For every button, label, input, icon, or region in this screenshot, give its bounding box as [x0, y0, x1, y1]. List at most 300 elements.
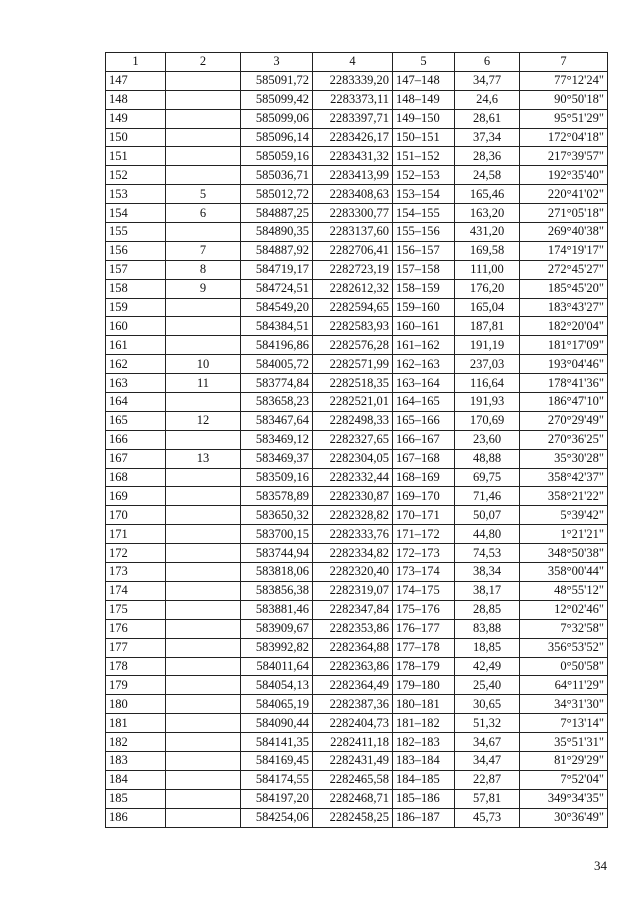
- table-row: [106, 751, 608, 770]
- cell-turn-point: 5: [166, 185, 241, 204]
- cell-bearing: 172°04'18": [520, 128, 608, 147]
- table-row: [106, 71, 608, 90]
- table-row: [106, 714, 608, 733]
- cell-coord-x: 585036,71: [241, 166, 313, 185]
- cell-turn-point: [166, 393, 241, 412]
- cell-point-number: 149: [106, 109, 166, 128]
- cell-coord-x: 583818,06: [241, 563, 313, 582]
- cell-bearing: 35°30'28": [520, 449, 608, 468]
- cell-turn-point: 9: [166, 279, 241, 298]
- cell-coord-x: 583469,12: [241, 430, 313, 449]
- header-col-1: 1: [106, 53, 166, 72]
- table-row: [106, 619, 608, 638]
- coordinates-table: [105, 52, 608, 828]
- cell-coord-y: 2282364,49: [313, 676, 393, 695]
- header-row: [106, 53, 608, 72]
- cell-coord-x: 585012,72: [241, 185, 313, 204]
- cell-bearing: 34°31'30": [520, 695, 608, 714]
- header-col-6: 6: [455, 53, 520, 72]
- cell-point-number: 183: [106, 751, 166, 770]
- cell-coord-y: 2282521,01: [313, 393, 393, 412]
- cell-turn-point: 12: [166, 411, 241, 430]
- table-row: [106, 449, 608, 468]
- cell-coord-x: 585096,14: [241, 128, 313, 147]
- cell-coord-x: 584011,64: [241, 657, 313, 676]
- cell-bearing: 192°35'40": [520, 166, 608, 185]
- cell-coord-y: 2282465,58: [313, 770, 393, 789]
- cell-coord-x: 584196,86: [241, 336, 313, 355]
- cell-coord-x: 584887,25: [241, 204, 313, 223]
- cell-segment: 158–159: [393, 279, 455, 298]
- cell-coord-y: 2282518,35: [313, 374, 393, 393]
- cell-point-number: 150: [106, 128, 166, 147]
- cell-coord-x: 584169,45: [241, 751, 313, 770]
- cell-segment: 150–151: [393, 128, 455, 147]
- cell-turn-point: [166, 90, 241, 109]
- cell-turn-point: [166, 789, 241, 808]
- cell-point-number: 174: [106, 581, 166, 600]
- cell-distance: 116,64: [455, 374, 520, 393]
- cell-segment: 171–172: [393, 525, 455, 544]
- table-row: [106, 770, 608, 789]
- cell-segment: 180–181: [393, 695, 455, 714]
- table-row: [106, 109, 608, 128]
- table-row: [106, 581, 608, 600]
- cell-bearing: 64°11'29": [520, 676, 608, 695]
- cell-turn-point: [166, 430, 241, 449]
- cell-coord-y: 2282431,49: [313, 751, 393, 770]
- cell-coord-y: 2283413,99: [313, 166, 393, 185]
- cell-turn-point: [166, 714, 241, 733]
- cell-coord-y: 2282334,82: [313, 544, 393, 563]
- cell-distance: 38,34: [455, 563, 520, 582]
- cell-segment: 162–163: [393, 355, 455, 374]
- cell-coord-x: 584174,55: [241, 770, 313, 789]
- cell-turn-point: [166, 638, 241, 657]
- cell-bearing: 270°29'49": [520, 411, 608, 430]
- cell-segment: 172–173: [393, 544, 455, 563]
- cell-point-number: 182: [106, 733, 166, 752]
- cell-bearing: 0°50'58": [520, 657, 608, 676]
- cell-segment: 170–171: [393, 506, 455, 525]
- cell-coord-y: 2283300,77: [313, 204, 393, 223]
- cell-point-number: 161: [106, 336, 166, 355]
- cell-turn-point: [166, 336, 241, 355]
- table-row: [106, 336, 608, 355]
- table-row: [106, 506, 608, 525]
- cell-point-number: 167: [106, 449, 166, 468]
- cell-segment: 157–158: [393, 260, 455, 279]
- cell-distance: 431,20: [455, 223, 520, 242]
- cell-bearing: 183°43'27": [520, 298, 608, 317]
- header-col-3: 3: [241, 53, 313, 72]
- cell-bearing: 48°55'12": [520, 581, 608, 600]
- cell-distance: 165,46: [455, 185, 520, 204]
- table-row: [106, 695, 608, 714]
- cell-segment: 151–152: [393, 147, 455, 166]
- table-row: [106, 430, 608, 449]
- cell-bearing: 81°29'29": [520, 751, 608, 770]
- cell-coord-y: 2282304,05: [313, 449, 393, 468]
- cell-turn-point: [166, 563, 241, 582]
- cell-segment: 176–177: [393, 619, 455, 638]
- cell-point-number: 147: [106, 71, 166, 90]
- cell-bearing: 220°41'02": [520, 185, 608, 204]
- cell-bearing: 217°39'57": [520, 147, 608, 166]
- cell-distance: 169,58: [455, 241, 520, 260]
- cell-distance: 28,36: [455, 147, 520, 166]
- cell-segment: 156–157: [393, 241, 455, 260]
- cell-distance: 44,80: [455, 525, 520, 544]
- table-row: [106, 525, 608, 544]
- cell-bearing: 174°19'17": [520, 241, 608, 260]
- cell-coord-y: 2282571,99: [313, 355, 393, 374]
- cell-bearing: 181°17'09": [520, 336, 608, 355]
- cell-segment: 183–184: [393, 751, 455, 770]
- page-number: 34: [594, 858, 607, 873]
- cell-coord-y: 2282594,65: [313, 298, 393, 317]
- cell-coord-x: 583744,94: [241, 544, 313, 563]
- cell-segment: 181–182: [393, 714, 455, 733]
- table-row: [106, 317, 608, 336]
- cell-distance: 34,77: [455, 71, 520, 90]
- cell-turn-point: [166, 770, 241, 789]
- cell-turn-point: 8: [166, 260, 241, 279]
- cell-coord-x: 583856,38: [241, 581, 313, 600]
- table-row: [106, 128, 608, 147]
- cell-point-number: 162: [106, 355, 166, 374]
- cell-coord-x: 584005,72: [241, 355, 313, 374]
- table-row: [106, 600, 608, 619]
- cell-distance: 28,85: [455, 600, 520, 619]
- cell-point-number: 155: [106, 223, 166, 242]
- cell-coord-y: 2282583,93: [313, 317, 393, 336]
- cell-coord-x: 584254,06: [241, 808, 313, 827]
- cell-coord-x: 584141,35: [241, 733, 313, 752]
- cell-point-number: 181: [106, 714, 166, 733]
- cell-distance: 237,03: [455, 355, 520, 374]
- header-col-7: 7: [520, 53, 608, 72]
- cell-distance: 165,04: [455, 298, 520, 317]
- cell-distance: 25,40: [455, 676, 520, 695]
- cell-turn-point: [166, 147, 241, 166]
- cell-point-number: 172: [106, 544, 166, 563]
- table-row: [106, 223, 608, 242]
- cell-distance: 18,85: [455, 638, 520, 657]
- table-row: [106, 411, 608, 430]
- cell-coord-x: 583658,23: [241, 393, 313, 412]
- cell-bearing: 272°45'27": [520, 260, 608, 279]
- cell-bearing: 182°20'04": [520, 317, 608, 336]
- table-row: [106, 657, 608, 676]
- cell-point-number: 164: [106, 393, 166, 412]
- cell-distance: 71,46: [455, 487, 520, 506]
- cell-point-number: 153: [106, 185, 166, 204]
- table-row: [106, 733, 608, 752]
- table-row: [106, 563, 608, 582]
- cell-turn-point: [166, 676, 241, 695]
- cell-coord-y: 2282458,25: [313, 808, 393, 827]
- table-row: [106, 355, 608, 374]
- cell-segment: 185–186: [393, 789, 455, 808]
- cell-point-number: 179: [106, 676, 166, 695]
- table-row: [106, 638, 608, 657]
- cell-distance: 50,07: [455, 506, 520, 525]
- cell-coord-x: 583881,46: [241, 600, 313, 619]
- cell-coord-x: 584090,44: [241, 714, 313, 733]
- cell-distance: 22,87: [455, 770, 520, 789]
- cell-point-number: 166: [106, 430, 166, 449]
- cell-coord-y: 2282364,88: [313, 638, 393, 657]
- cell-coord-y: 2282498,33: [313, 411, 393, 430]
- cell-point-number: 154: [106, 204, 166, 223]
- table-row: [106, 204, 608, 223]
- cell-segment: 164–165: [393, 393, 455, 412]
- cell-segment: 165–166: [393, 411, 455, 430]
- cell-turn-point: 7: [166, 241, 241, 260]
- cell-turn-point: [166, 71, 241, 90]
- table-row: [106, 241, 608, 260]
- cell-turn-point: [166, 317, 241, 336]
- cell-point-number: 152: [106, 166, 166, 185]
- cell-turn-point: [166, 808, 241, 827]
- cell-coord-x: 583992,82: [241, 638, 313, 657]
- cell-bearing: 270°36'25": [520, 430, 608, 449]
- cell-distance: 176,20: [455, 279, 520, 298]
- cell-distance: 42,49: [455, 657, 520, 676]
- cell-point-number: 168: [106, 468, 166, 487]
- cell-coord-y: 2283339,20: [313, 71, 393, 90]
- cell-coord-y: 2282411,18: [313, 733, 393, 752]
- cell-turn-point: 13: [166, 449, 241, 468]
- cell-turn-point: [166, 751, 241, 770]
- table-row: [106, 90, 608, 109]
- cell-coord-y: 2282363,86: [313, 657, 393, 676]
- cell-coord-y: 2282387,36: [313, 695, 393, 714]
- table-row: [106, 468, 608, 487]
- cell-bearing: 185°45'20": [520, 279, 608, 298]
- cell-coord-x: 583650,32: [241, 506, 313, 525]
- cell-turn-point: [166, 109, 241, 128]
- cell-distance: 83,88: [455, 619, 520, 638]
- cell-bearing: 356°53'52": [520, 638, 608, 657]
- cell-bearing: 358°00'44": [520, 563, 608, 582]
- cell-coord-y: 2282320,40: [313, 563, 393, 582]
- cell-bearing: 7°13'14": [520, 714, 608, 733]
- cell-bearing: 349°34'35": [520, 789, 608, 808]
- cell-bearing: 358°21'22": [520, 487, 608, 506]
- cell-turn-point: [166, 657, 241, 676]
- cell-coord-x: 585099,06: [241, 109, 313, 128]
- cell-bearing: 186°47'10": [520, 393, 608, 412]
- cell-coord-y: 2282612,32: [313, 279, 393, 298]
- cell-segment: 160–161: [393, 317, 455, 336]
- cell-turn-point: 11: [166, 374, 241, 393]
- cell-coord-y: 2283397,71: [313, 109, 393, 128]
- cell-coord-y: 2282347,84: [313, 600, 393, 619]
- cell-bearing: 358°42'37": [520, 468, 608, 487]
- cell-coord-y: 2282723,19: [313, 260, 393, 279]
- cell-segment: 159–160: [393, 298, 455, 317]
- cell-point-number: 175: [106, 600, 166, 619]
- table-row: [106, 789, 608, 808]
- cell-turn-point: [166, 506, 241, 525]
- cell-bearing: 90°50'18": [520, 90, 608, 109]
- cell-coord-y: 2282706,41: [313, 241, 393, 260]
- cell-distance: 24,58: [455, 166, 520, 185]
- header-col-4: 4: [313, 53, 393, 72]
- cell-turn-point: [166, 468, 241, 487]
- cell-coord-x: 584724,51: [241, 279, 313, 298]
- cell-distance: 74,53: [455, 544, 520, 563]
- cell-coord-x: 584719,17: [241, 260, 313, 279]
- cell-coord-x: 585059,16: [241, 147, 313, 166]
- cell-coord-y: 2282330,87: [313, 487, 393, 506]
- cell-coord-y: 2283373,11: [313, 90, 393, 109]
- cell-segment: 155–156: [393, 223, 455, 242]
- table-row: [106, 487, 608, 506]
- cell-segment: 166–167: [393, 430, 455, 449]
- cell-coord-x: 585099,42: [241, 90, 313, 109]
- cell-turn-point: [166, 128, 241, 147]
- cell-distance: 69,75: [455, 468, 520, 487]
- cell-point-number: 184: [106, 770, 166, 789]
- cell-bearing: 5°39'42": [520, 506, 608, 525]
- cell-bearing: 77°12'24": [520, 71, 608, 90]
- table-body: [106, 71, 608, 827]
- table-row: [106, 393, 608, 412]
- cell-coord-x: 584549,20: [241, 298, 313, 317]
- cell-coord-y: 2283426,17: [313, 128, 393, 147]
- cell-segment: 163–164: [393, 374, 455, 393]
- cell-distance: 30,65: [455, 695, 520, 714]
- cell-turn-point: [166, 695, 241, 714]
- cell-segment: 148–149: [393, 90, 455, 109]
- cell-point-number: 165: [106, 411, 166, 430]
- table-row: [106, 260, 608, 279]
- cell-segment: 161–162: [393, 336, 455, 355]
- cell-distance: 37,34: [455, 128, 520, 147]
- cell-segment: 184–185: [393, 770, 455, 789]
- cell-coord-x: 583467,64: [241, 411, 313, 430]
- cell-segment: 178–179: [393, 657, 455, 676]
- cell-bearing: 7°32'58": [520, 619, 608, 638]
- cell-coord-x: 585091,72: [241, 71, 313, 90]
- cell-distance: 163,20: [455, 204, 520, 223]
- cell-coord-x: 583469,37: [241, 449, 313, 468]
- cell-bearing: 35°51'31": [520, 733, 608, 752]
- cell-point-number: 176: [106, 619, 166, 638]
- cell-segment: 154–155: [393, 204, 455, 223]
- cell-turn-point: [166, 487, 241, 506]
- table-row: [106, 279, 608, 298]
- cell-distance: 191,93: [455, 393, 520, 412]
- cell-bearing: 271°05'18": [520, 204, 608, 223]
- cell-coord-y: 2283431,32: [313, 147, 393, 166]
- cell-coord-x: 583578,89: [241, 487, 313, 506]
- cell-coord-y: 2282333,76: [313, 525, 393, 544]
- cell-coord-y: 2283408,63: [313, 185, 393, 204]
- cell-turn-point: [166, 600, 241, 619]
- cell-segment: 175–176: [393, 600, 455, 619]
- table-row: [106, 374, 608, 393]
- cell-point-number: 156: [106, 241, 166, 260]
- cell-distance: 48,88: [455, 449, 520, 468]
- cell-distance: 24,6: [455, 90, 520, 109]
- table-row: [106, 676, 608, 695]
- cell-bearing: 1°21'21": [520, 525, 608, 544]
- cell-bearing: 348°50'38": [520, 544, 608, 563]
- cell-coord-x: 584384,51: [241, 317, 313, 336]
- cell-coord-y: 2282332,44: [313, 468, 393, 487]
- cell-turn-point: [166, 298, 241, 317]
- cell-bearing: 30°36'49": [520, 808, 608, 827]
- cell-distance: 57,81: [455, 789, 520, 808]
- cell-segment: 168–169: [393, 468, 455, 487]
- cell-distance: 111,00: [455, 260, 520, 279]
- cell-distance: 34,47: [455, 751, 520, 770]
- cell-coord-x: 584054,13: [241, 676, 313, 695]
- cell-bearing: 95°51'29": [520, 109, 608, 128]
- cell-bearing: 178°41'36": [520, 374, 608, 393]
- cell-coord-y: 2282319,07: [313, 581, 393, 600]
- cell-point-number: 157: [106, 260, 166, 279]
- cell-segment: 179–180: [393, 676, 455, 695]
- cell-coord-y: 2282468,71: [313, 789, 393, 808]
- cell-coord-y: 2282404,73: [313, 714, 393, 733]
- table-row: [106, 298, 608, 317]
- cell-point-number: 185: [106, 789, 166, 808]
- cell-point-number: 170: [106, 506, 166, 525]
- cell-coord-y: 2282327,65: [313, 430, 393, 449]
- cell-bearing: 193°04'46": [520, 355, 608, 374]
- cell-coord-x: 583909,67: [241, 619, 313, 638]
- cell-turn-point: [166, 223, 241, 242]
- cell-point-number: 158: [106, 279, 166, 298]
- cell-coord-x: 583774,84: [241, 374, 313, 393]
- cell-segment: 153–154: [393, 185, 455, 204]
- cell-turn-point: [166, 619, 241, 638]
- cell-distance: 23,60: [455, 430, 520, 449]
- cell-point-number: 163: [106, 374, 166, 393]
- cell-segment: 182–183: [393, 733, 455, 752]
- cell-bearing: 7°52'04": [520, 770, 608, 789]
- cell-coord-x: 584890,35: [241, 223, 313, 242]
- cell-turn-point: 10: [166, 355, 241, 374]
- cell-turn-point: [166, 581, 241, 600]
- table-row: [106, 147, 608, 166]
- cell-segment: 167–168: [393, 449, 455, 468]
- cell-turn-point: [166, 525, 241, 544]
- cell-point-number: 160: [106, 317, 166, 336]
- cell-distance: 34,67: [455, 733, 520, 752]
- cell-segment: 174–175: [393, 581, 455, 600]
- cell-point-number: 151: [106, 147, 166, 166]
- cell-distance: 191,19: [455, 336, 520, 355]
- cell-coord-y: 2282328,82: [313, 506, 393, 525]
- cell-point-number: 186: [106, 808, 166, 827]
- cell-segment: 152–153: [393, 166, 455, 185]
- table-row: [106, 166, 608, 185]
- cell-coord-y: 2282353,86: [313, 619, 393, 638]
- cell-coord-y: 2282576,28: [313, 336, 393, 355]
- cell-turn-point: [166, 733, 241, 752]
- table-row: [106, 808, 608, 827]
- cell-segment: 169–170: [393, 487, 455, 506]
- cell-distance: 51,32: [455, 714, 520, 733]
- cell-segment: 149–150: [393, 109, 455, 128]
- cell-segment: 147–148: [393, 71, 455, 90]
